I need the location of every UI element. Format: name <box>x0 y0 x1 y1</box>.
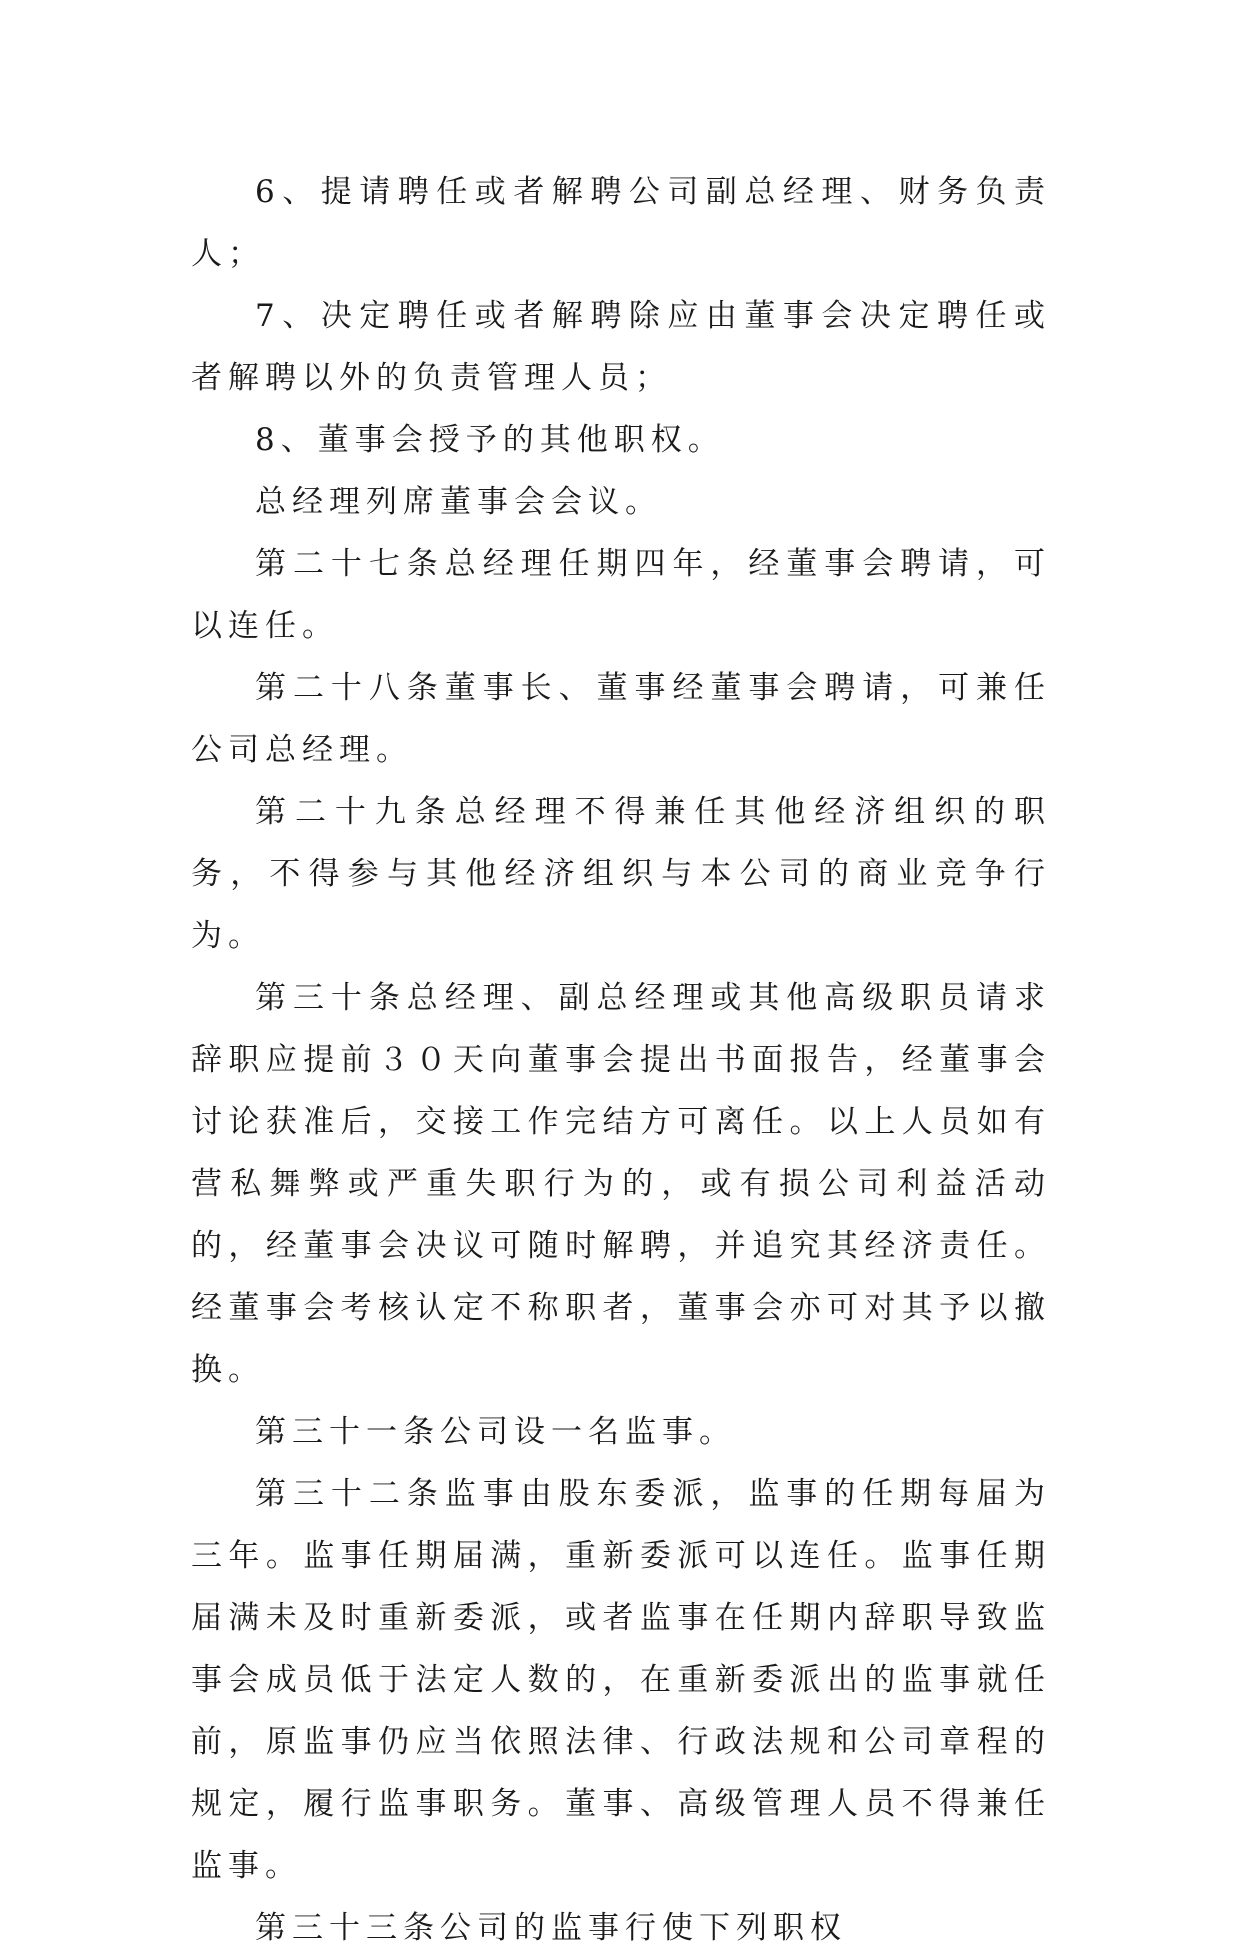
paragraph-article-33: 第三十三条公司的监事行使下列职权 <box>255 1910 847 1946</box>
paragraph-article-31: 第三十一条公司设一名监事。 <box>255 1414 736 1450</box>
paragraph-article-32: 第三十二条监事由股东委派，监事的任期每届为三年。监事任期届满，重新委派可以连任。监事任期届满未及时重新委派，或者监事在任期内辞职导致监事会成员低于法定人数的，在重新委派出的监事就任前，原监事仍应当依照法律、行政法规和公司章程的规定，履行监事职务。董事、高级管理人员不得兼任监事。 <box>191 1476 1051 1884</box>
paragraph-gm-attends-board: 总经理列席董事会会议。 <box>255 484 662 520</box>
paragraph-item-7: 7、决定聘任或者解聘除应由董事会决定聘任或者解聘以外的负责管理人员； <box>191 298 1051 396</box>
paragraph-article-28: 第二十八条董事长、董事经董事会聘请，可兼任公司总经理。 <box>191 670 1051 768</box>
paragraph-article-30: 第三十条总经理、副总经理或其他高级职员请求辞职应提前３０天向董事会提出书面报告，经董事会讨论获准后，交接工作完结方可离任。以上人员如有营私舞弊或严重失职行为的，或有损公司利益活动的，经董事会决议可随时解聘，并追究其经济责任。经董事会考核认定不称职者，董事会亦可对其予以撤换。 <box>191 980 1051 1388</box>
paragraph-item-8: 8、董事会授予的其他职权。 <box>255 422 725 458</box>
paragraph-article-27: 第二十七条总经理任期四年，经董事会聘请，可以连任。 <box>191 546 1051 644</box>
paragraph-item-6: 6、提请聘任或者解聘公司副总经理、财务负责人； <box>191 174 1051 272</box>
document-body <box>191 161 1051 1959</box>
paragraph-article-29: 第二十九条总经理不得兼任其他经济组织的职务，不得参与其他经济组织与本公司的商业竞争行为。 <box>191 794 1051 954</box>
